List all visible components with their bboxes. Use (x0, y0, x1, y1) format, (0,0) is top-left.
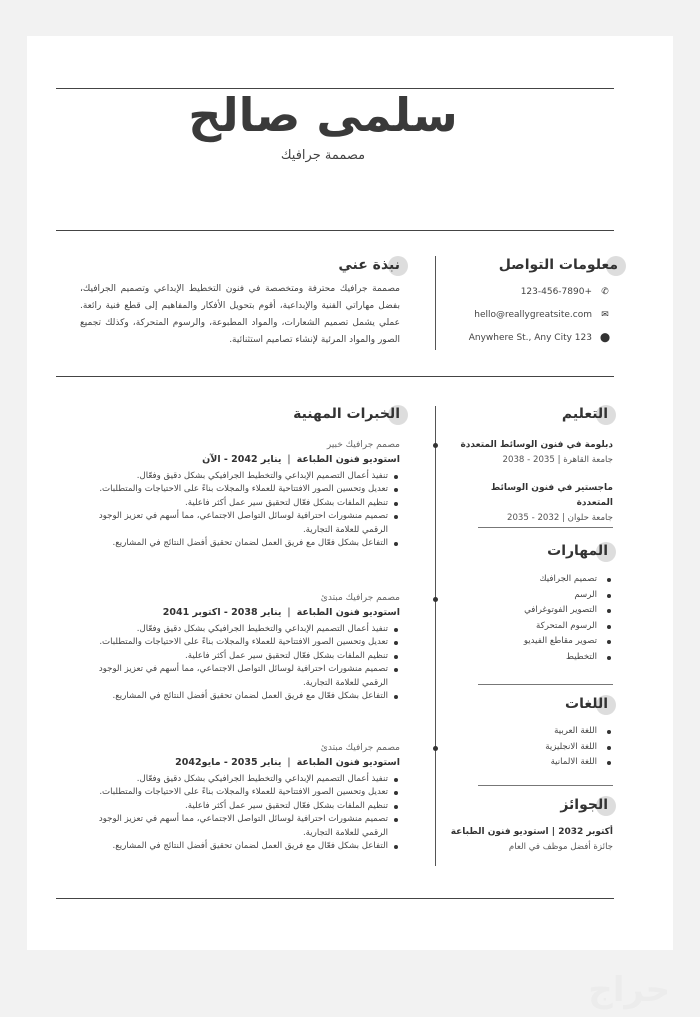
list-item: تنفيذ أعمال التصميم الإبداعي والتخطيط الجرافيكي بشكل دقيق وفعّال. (80, 623, 400, 636)
job-role: مصمم جرافيك مبتدئ (320, 593, 400, 603)
list-item: تنظيم الملفات بشكل فعّال لتحقيق سير عمل أكثر فاعلية. (80, 497, 400, 510)
education-detail: جامعة حلوان | 2032 - 2035 (506, 513, 613, 523)
awards-entry (440, 825, 613, 855)
list-item: تصميم الجرافيك (458, 572, 613, 588)
middle-divider (56, 376, 614, 377)
list-item: التفاعل بشكل فعّال مع فريق العمل لضمان تحقيق أفضل النتائج في المشاريع. (80, 690, 400, 703)
candidate-title: مصممة جرافيك (280, 148, 366, 163)
timeline-node (433, 746, 438, 751)
list-item: التخطيط (458, 650, 613, 666)
education-heading: التعليم (562, 406, 608, 422)
education-degree: دبلومة في فنون الوسائط المتعددة (460, 440, 613, 450)
contact-address: ⬤Anywhere St., Any City 123 (468, 333, 611, 343)
section-divider (478, 684, 613, 685)
list-item: الرسوم المتحركة (458, 619, 613, 635)
list-item: تصميم منشورات احترافية لوسائل التواصل الاجتماعي، مما أسهم في تعزيز الوجود الرقمي للعلامة التجارية. (80, 813, 400, 840)
list-item: تعديل وتحسين الصور الافتتاحية للعملاء والمجلات بناءً على الاحتياجات والمتطلبات. (80, 636, 400, 649)
phone-icon: ✆ (601, 287, 609, 297)
about-heading: نبذة عني (338, 257, 400, 273)
list-item: تنفيذ أعمال التصميم الإبداعي والتخطيط الجرافيكي بشكل دقيق وفعّال. (80, 773, 400, 786)
job-entry (80, 741, 400, 853)
skills-list (458, 572, 613, 665)
education-degree: ماجستير في فنون الوسائط المتعددة (490, 483, 613, 508)
section-divider (478, 785, 613, 786)
timeline-node (433, 597, 438, 602)
job-duties (80, 470, 400, 550)
location-pin-icon: ⬤ (599, 333, 611, 343)
list-item: تصوير مقاطع الفيديو (458, 634, 613, 650)
contact-email[interactable]: ✉hello@reallygreatsite.com (452, 310, 612, 320)
job-role: مصمم جرافيك خبير (326, 440, 400, 450)
contact-phone: ✆123-456-7890+ (452, 287, 612, 297)
job-header: استوديو فنون الطباعة|يناير 2035 - مايو2042 (175, 757, 400, 768)
list-item: اللغة الانجليزية (458, 740, 613, 756)
bottom-divider (56, 898, 614, 899)
job-entry (80, 438, 400, 550)
list-item: تعديل وتحسين الصور الافتتاحية للعملاء والمجلات بناءً على الاحتياجات والمتطلبات. (80, 786, 400, 799)
languages-list (458, 724, 613, 771)
skills-heading: المهارات (547, 543, 608, 559)
awards-heading: الجوائز (560, 797, 608, 813)
job-header: استوديو فنون الطباعة|يناير 2038 - اكتوبر 2041 (162, 607, 400, 618)
award-detail: جائزة أفضل موظف في العام (508, 842, 613, 852)
list-item: تصميم منشورات احترافية لوسائل التواصل الاجتماعي، مما أسهم في تعزيز الوجود الرقمي للعلامة التجارية. (80, 510, 400, 537)
list-item: تعديل وتحسين الصور الافتتاحية للعملاء والمجلات بناءً على الاحتياجات والمتطلبات. (80, 483, 400, 496)
mail-icon: ✉ (601, 310, 609, 320)
job-duties (80, 623, 400, 703)
job-role: مصمم جرافيك مبتدئ (320, 743, 400, 753)
header-divider (56, 230, 614, 231)
timeline-line (435, 406, 436, 866)
list-item: تصميم منشورات احترافية لوسائل التواصل الاجتماعي، مما أسهم في تعزيز الوجود الرقمي للعلامة التجارية. (80, 663, 400, 690)
education-detail: جامعة القاهرة | 2035 - 2038 (502, 455, 613, 465)
award-title: أكتوبر 2032 | استوديو فنون الطباعة (450, 827, 613, 837)
list-item: تنظيم الملفات بشكل فعّال لتحقيق سير عمل أكثر فاعلية. (80, 650, 400, 663)
section-divider (478, 527, 613, 528)
list-item: التصوير الفوتوغرافي (458, 603, 613, 619)
job-entry (80, 591, 400, 703)
watermark-logo: حراج (588, 970, 670, 1010)
timeline-node (433, 443, 438, 448)
about-text: مصممة جرافيك محترفة ومتخصصة في فنون التخطيط الإبداعي وتصميم الجرافيك، بفضل مهاراتي الفنية والإبداعية، أقوم بتحويل الأفكار والمفاهيم إلى قطع فنية رائعة. عملي يشمل تصميم الشعارات، والمواد المطبوعة، والرسوم المتحركة، وكذلك تجميع الصور والمواد المرئية لإنشاء تصاميم استثنائية. (80, 284, 400, 345)
list-item: اللغة العربية (458, 724, 613, 740)
list-item: التفاعل بشكل فعّال مع فريق العمل لضمان تحقيق أفضل النتائج في المشاريع. (80, 537, 400, 550)
languages-heading: اللغات (565, 696, 608, 712)
about-divider (435, 256, 436, 350)
list-item: تنظيم الملفات بشكل فعّال لتحقيق سير عمل أكثر فاعلية. (80, 800, 400, 813)
list-item: اللغة الالمانية (458, 755, 613, 771)
experience-heading: الخبرات المهنية (293, 406, 400, 422)
list-item: تنفيذ أعمال التصميم الإبداعي والتخطيط الجرافيكي بشكل دقيق وفعّال. (80, 470, 400, 483)
job-duties (80, 773, 400, 853)
list-item: الرسم (458, 588, 613, 604)
contact-heading: معلومات التواصل (499, 257, 618, 273)
candidate-name: سلمى صالح (188, 88, 458, 142)
list-item: التفاعل بشكل فعّال مع فريق العمل لضمان تحقيق أفضل النتائج في المشاريع. (80, 840, 400, 853)
job-header: استوديو فنون الطباعة|يناير 2042 - الآن (202, 454, 400, 465)
education-list (458, 438, 613, 526)
